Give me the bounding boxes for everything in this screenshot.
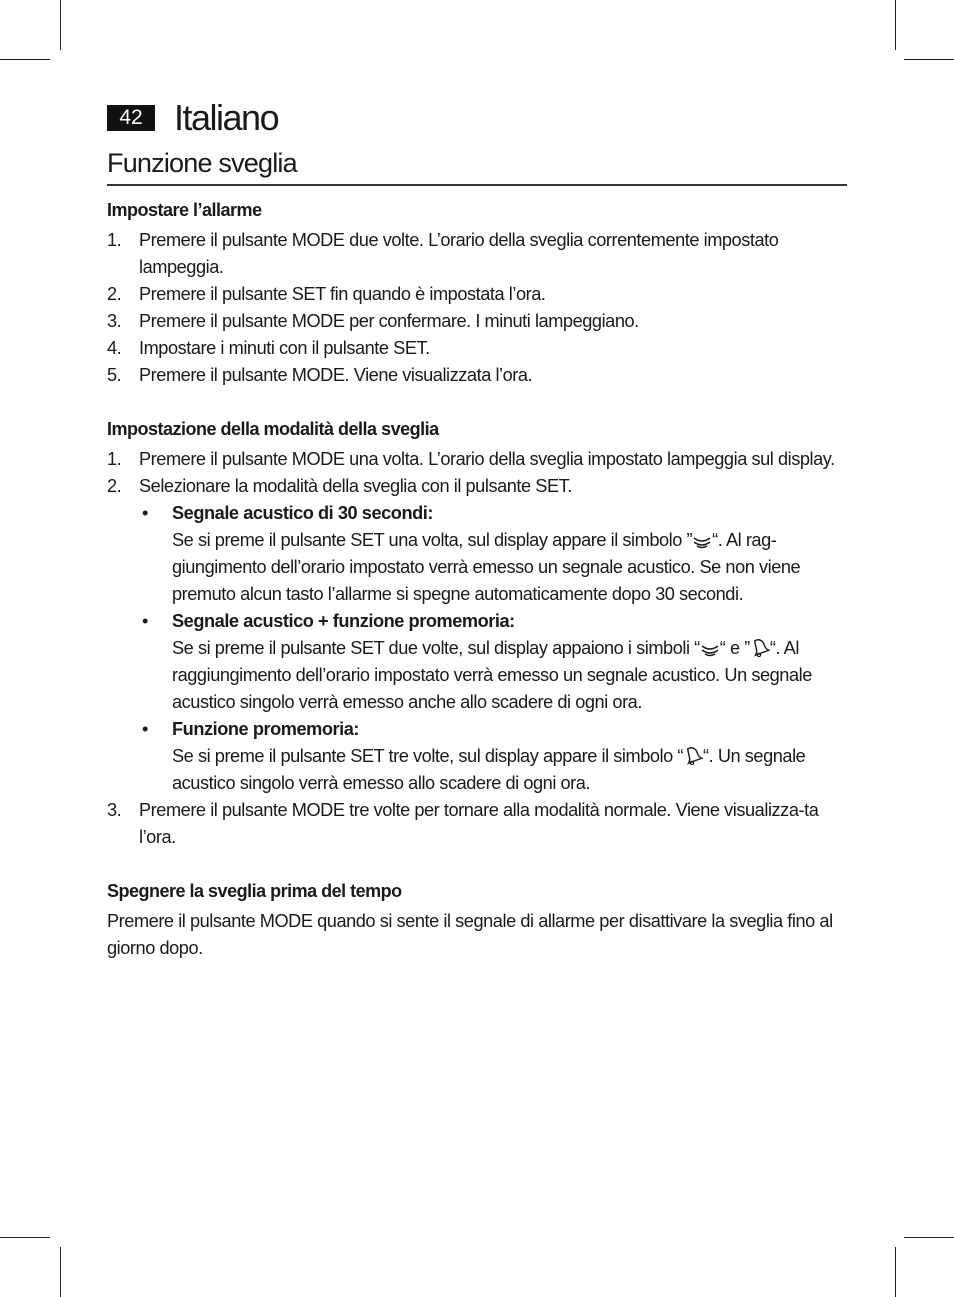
sound-waves-icon [700, 643, 720, 657]
option-text: Se si preme il pulsante SET tre volte, sul display appare il simbolo “ [172, 746, 684, 766]
step-number: 5. [107, 365, 122, 385]
list-item [107, 308, 849, 335]
page-content [107, 197, 849, 962]
early-off-text: Premere il pulsante MODE quando si sente il segnale di allarme per disattivare la sveglia fino al giorno dopo. [107, 911, 833, 958]
subheading-early-off: Spegnere la sveglia prima del tempo [107, 881, 402, 901]
bell-icon [683, 745, 703, 765]
option-title: Segnale acustico + funzione promemoria: [172, 611, 515, 631]
option-text: “. Al raggiungimento dell’orario impostato verrà emesso un segnale acustico. Un segnale acustico singolo verrà emesso anche allo scadere di ogni ora. [172, 638, 812, 712]
list-item [139, 716, 849, 797]
bullet: • [142, 503, 148, 523]
step-text: Premere il pulsante MODE per confermare. I minuti lampeggiano. [139, 311, 639, 331]
alarm-mode-options [139, 500, 849, 797]
sound-waves-icon [692, 535, 712, 549]
list-item [107, 446, 849, 473]
crop-mark [0, 59, 50, 60]
list-item [107, 227, 849, 281]
step-number: 2. [107, 284, 122, 304]
option-text: Se si preme il pulsante SET una volta, sul display appare il simbolo ” [172, 530, 693, 550]
crop-mark [895, 1247, 896, 1297]
step-text: Premere il pulsante MODE. Viene visualizzata l’ora. [139, 365, 533, 385]
step-number: 2. [107, 476, 122, 496]
step-text: Premere il pulsante MODE due volte. L’orario della sveglia correntemente impostato lampeggia. [139, 230, 779, 277]
step-number: 3. [107, 800, 122, 820]
option-title: Funzione promemoria: [172, 719, 360, 739]
list-item [107, 797, 849, 851]
section-divider [107, 184, 847, 186]
list-item [107, 473, 849, 797]
step-text: Impostare i minuti con il pulsante SET. [139, 338, 430, 358]
step-number: 1. [107, 230, 122, 250]
option-text: “. Un segnale acustico singolo verrà emesso allo scadere di ogni ora. [172, 746, 806, 793]
step-number: 1. [107, 449, 122, 469]
list-item [107, 362, 849, 389]
bell-icon [750, 637, 770, 657]
step-number: 4. [107, 338, 122, 358]
step-text: Premere il pulsante SET fin quando è impostata l’ora. [139, 284, 546, 304]
subheading-set-alarm: Impostare l’allarme [107, 200, 262, 220]
set-alarm-steps [107, 227, 849, 389]
bullet: • [142, 719, 148, 739]
step-text: Premere il pulsante MODE una volta. L’orario della sveglia impostato lampeggia sul display. [139, 449, 835, 469]
step-text: Premere il pulsante MODE tre volte per tornare alla modalità normale. Viene visualizza-ta l’ora. [139, 800, 819, 847]
step-text: Selezionare la modalità della sveglia con il pulsante SET. [139, 476, 572, 496]
crop-mark [0, 1237, 50, 1238]
list-item [107, 281, 849, 308]
step-number: 3. [107, 311, 122, 331]
list-item [139, 500, 849, 608]
section-title: Funzione sveglia [107, 148, 297, 178]
crop-mark [60, 0, 61, 50]
language-title: Italiano [174, 97, 279, 138]
bullet: • [142, 611, 148, 631]
crop-mark [895, 0, 896, 50]
list-item [139, 608, 849, 716]
alarm-mode-steps [107, 446, 849, 851]
subheading-alarm-mode: Impostazione della modalità della sveglia [107, 419, 439, 439]
option-text: “. Al rag-giungimento dell’orario impostato verrà emesso un segnale acustico. Se non viene premuto alcun tasto l’allarme si spegne automaticamente dopo 30 secondi. [172, 530, 801, 604]
page-number: 42 [107, 105, 155, 131]
option-title: Segnale acustico di 30 secondi: [172, 503, 433, 523]
crop-mark [60, 1247, 61, 1297]
option-text: “ e ” [719, 638, 750, 658]
list-item [107, 335, 849, 362]
crop-mark [904, 1237, 954, 1238]
crop-mark [904, 59, 954, 60]
option-text: Se si preme il pulsante SET due volte, sul display appaiono i simboli “ [172, 638, 700, 658]
